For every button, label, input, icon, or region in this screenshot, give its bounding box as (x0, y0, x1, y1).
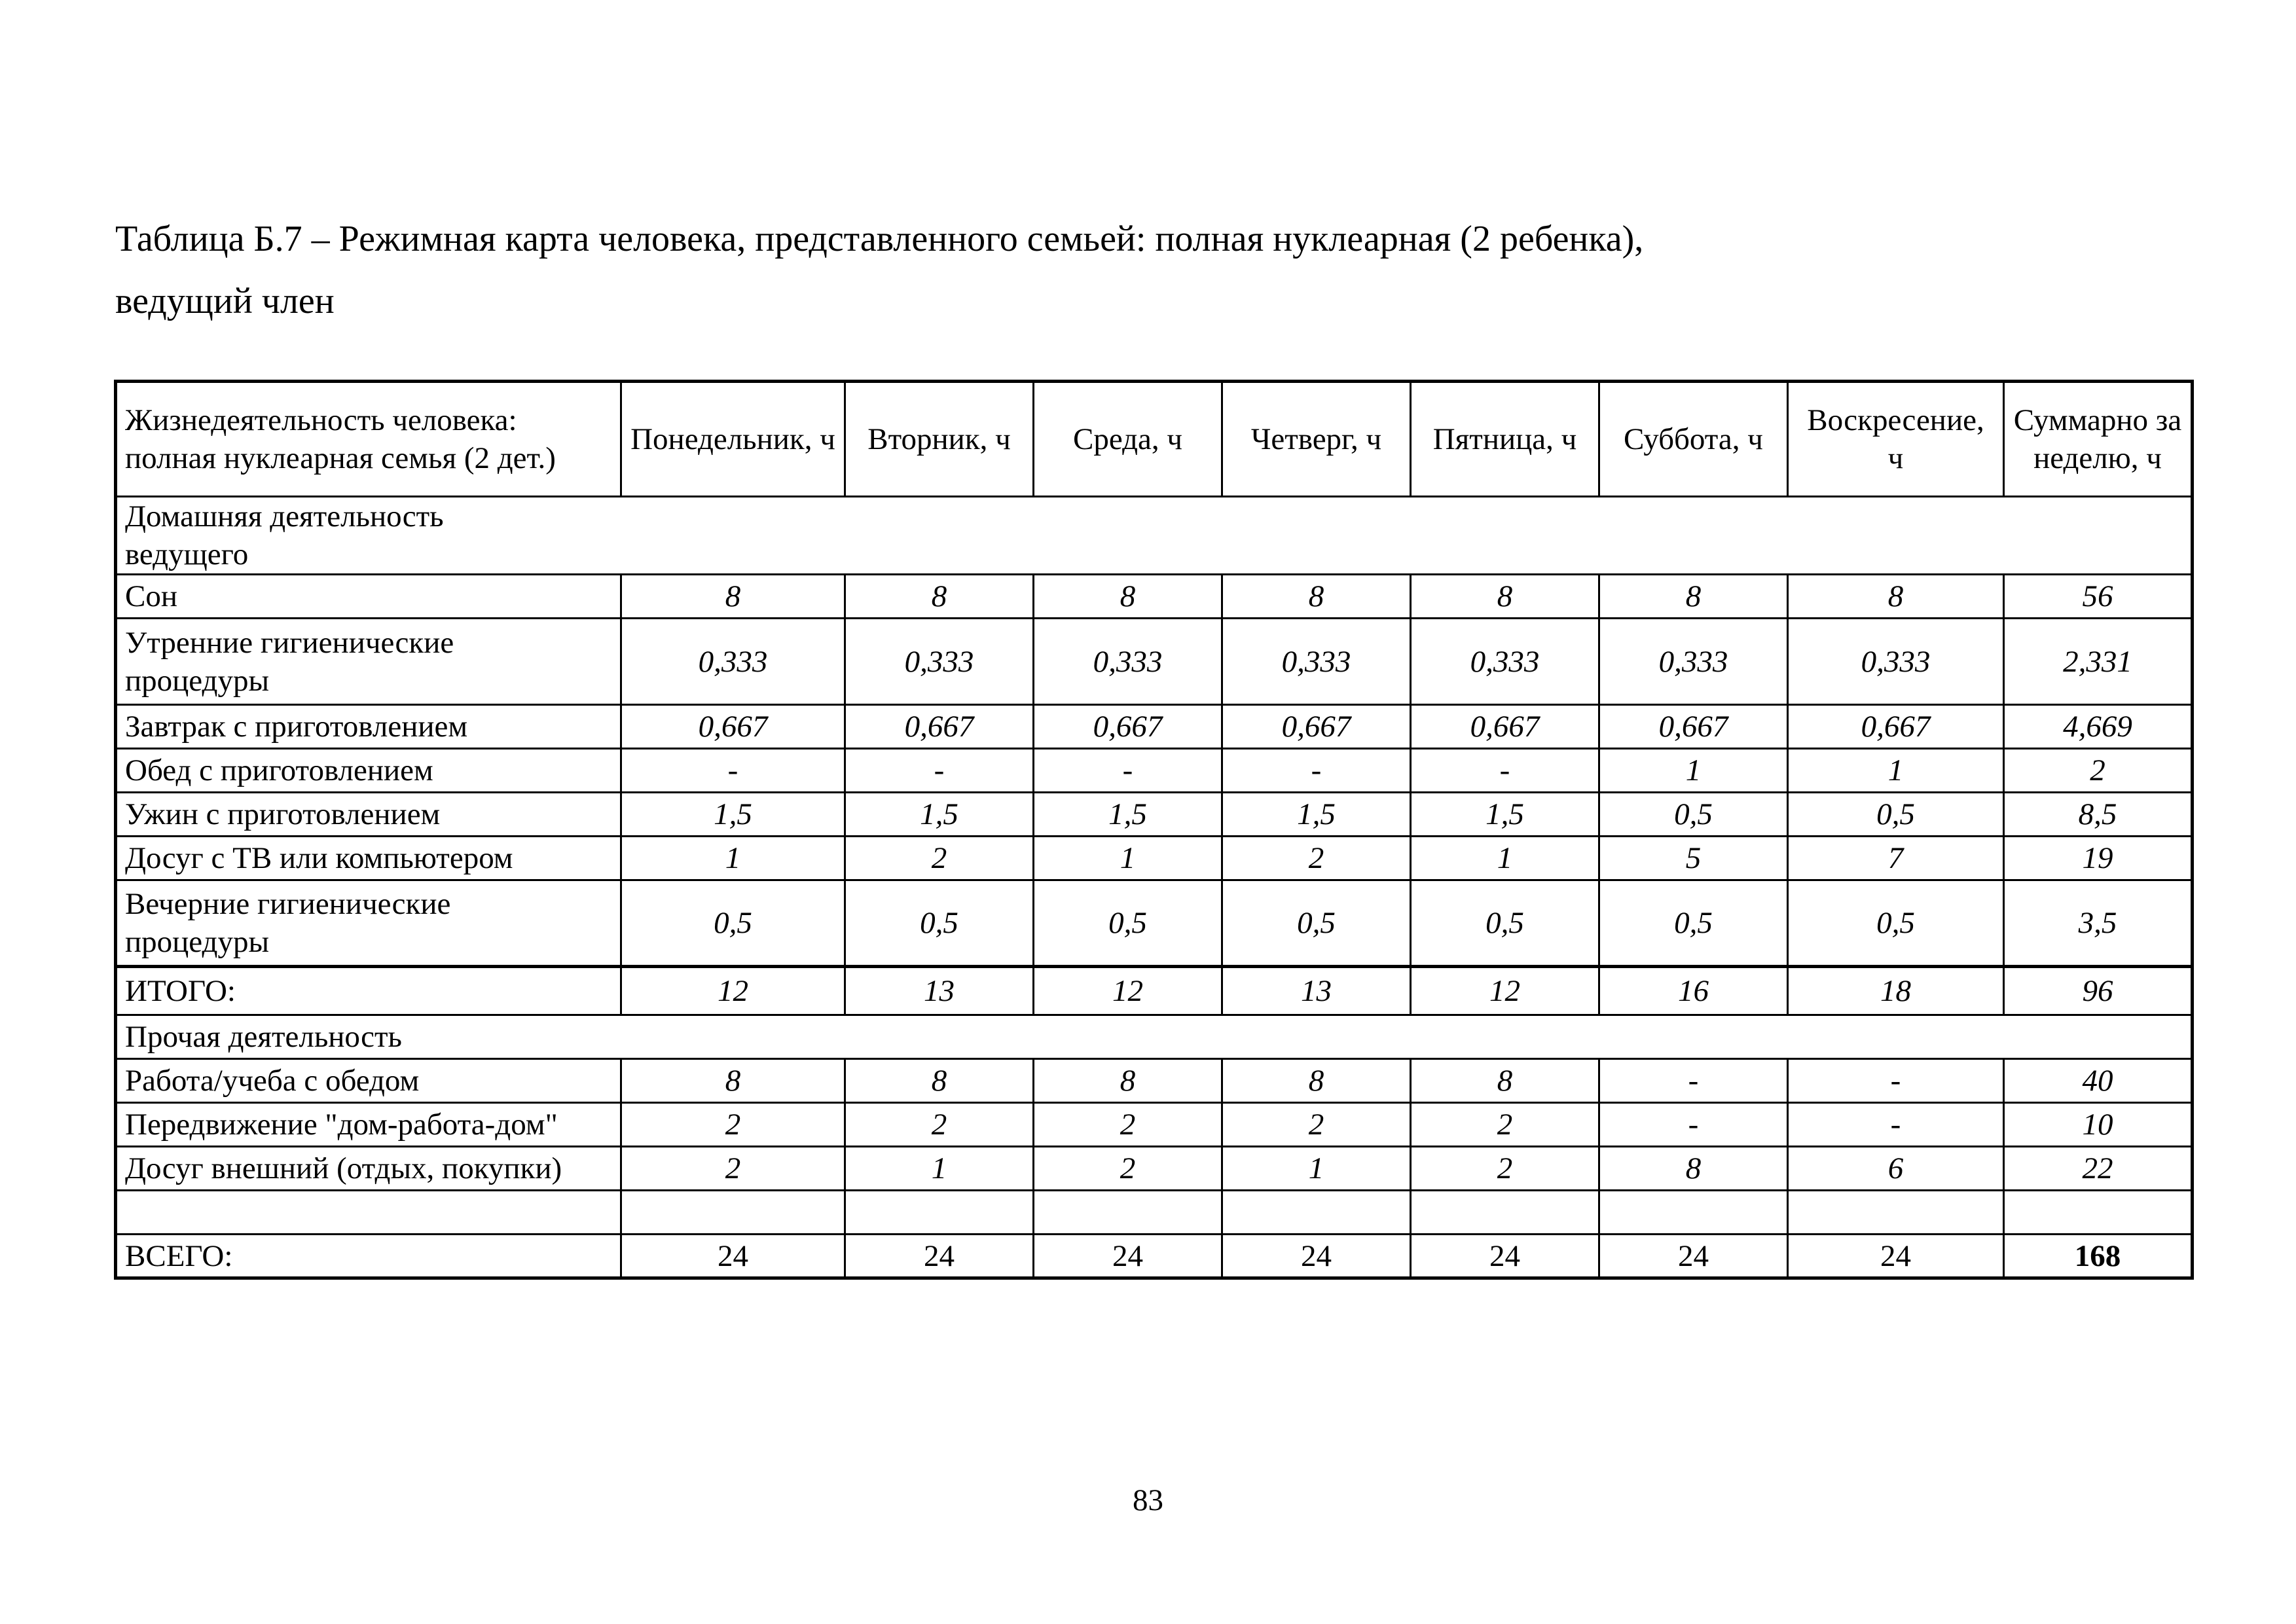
table-cell: 8 (1034, 575, 1222, 619)
table-cell: 5 (1599, 837, 1788, 880)
table-cell: 8 (1788, 575, 2004, 619)
header-friday: Пятница, ч (1411, 382, 1599, 497)
table-cell: 0,5 (845, 880, 1034, 967)
table-cell: 13 (845, 967, 1034, 1015)
table-cell: 8 (1411, 575, 1599, 619)
table-cell: 168 (2004, 1235, 2193, 1278)
caption-line-1: Таблица Б.7 – Режимная карта человека, представленного семьей: полная нуклеарная (2 ребенка), (115, 219, 1644, 259)
table-cell: 0,5 (1034, 880, 1222, 967)
table-cell: - (1034, 749, 1222, 793)
table-row (116, 837, 2193, 880)
table-cell: 1,5 (845, 793, 1034, 837)
table-cell: 8 (845, 575, 1034, 619)
table-cell: 24 (1411, 1235, 1599, 1278)
table-cell: 7 (1788, 837, 2004, 880)
table-cell: 0,5 (621, 880, 845, 967)
table-cell: 24 (1599, 1235, 1788, 1278)
table-cell: 1,5 (1034, 793, 1222, 837)
table-cell: 0,5 (1599, 793, 1788, 837)
table-row (116, 749, 2193, 793)
table-cell: 13 (1222, 967, 1411, 1015)
table-cell: 2 (845, 837, 1034, 880)
table-cell: 2,331 (2004, 619, 2193, 705)
table-cell: - (1788, 1059, 2004, 1103)
table-cell: 4,669 (2004, 705, 2193, 749)
table-cell: 1 (1788, 749, 2004, 793)
table-cell: 24 (1222, 1235, 1411, 1278)
table-cell: 1 (1034, 837, 1222, 880)
table-cell: 0,667 (1034, 705, 1222, 749)
table-cell: 0,667 (1788, 705, 2004, 749)
table-cell: 6 (1788, 1147, 2004, 1191)
table-row (116, 1103, 2193, 1147)
table-cell: - (1788, 1103, 2004, 1147)
schedule-table (114, 380, 2194, 1280)
table-cell: 1 (1599, 749, 1788, 793)
table-row (116, 880, 2193, 967)
table-cell: 2 (1034, 1103, 1222, 1147)
table-cell: 0,5 (1788, 880, 2004, 967)
table-cell: 18 (1788, 967, 2004, 1015)
header-tuesday: Вторник, ч (845, 382, 1034, 497)
row-label: Досуг внешний (отдых, покупки) (116, 1147, 621, 1191)
table-cell: 24 (1788, 1235, 2004, 1278)
row-label: ВСЕГО: (116, 1235, 621, 1278)
table-cell: 56 (2004, 575, 2193, 619)
table-cell: 0,333 (1034, 619, 1222, 705)
table-cell: 19 (2004, 837, 2193, 880)
table-cell: 0,667 (1411, 705, 1599, 749)
table-cell: 8 (621, 575, 845, 619)
table-cell: 2 (621, 1103, 845, 1147)
table-cell: 12 (621, 967, 845, 1015)
table-cell: 0,333 (1222, 619, 1411, 705)
table-caption (115, 208, 2210, 333)
table-cell: - (1411, 749, 1599, 793)
header-weekly-total: Суммарно за неделю, ч (2004, 382, 2193, 497)
table-cell: 2 (1034, 1147, 1222, 1191)
table-row (116, 619, 2193, 705)
table-row (116, 575, 2193, 619)
section-row-other (116, 1015, 2193, 1059)
table-cell: 8 (1034, 1059, 1222, 1103)
table-cell: 8,5 (2004, 793, 2193, 837)
table-cell: - (1222, 749, 1411, 793)
table-row (116, 793, 2193, 837)
table-cell: 8 (1222, 575, 1411, 619)
header-sunday: Воскресение, ч (1788, 382, 2004, 497)
table-cell: 16 (1599, 967, 1788, 1015)
table-cell: 8 (1599, 575, 1788, 619)
header-saturday: Суббота, ч (1599, 382, 1788, 497)
row-label: Завтрак с приготовлением (116, 705, 621, 749)
table-cell: 3,5 (2004, 880, 2193, 967)
row-label: Утренние гигиенические процедуры (116, 619, 621, 705)
table-cell: 40 (2004, 1059, 2193, 1103)
table-cell: 22 (2004, 1147, 2193, 1191)
table-cell: 1,5 (1411, 793, 1599, 837)
table-row (116, 1059, 2193, 1103)
section-row-home (116, 497, 2193, 575)
table-cell: 8 (621, 1059, 845, 1103)
table-row (116, 705, 2193, 749)
grand-total-row (116, 1235, 2193, 1278)
table-cell: 1,5 (1222, 793, 1411, 837)
header-activity: Жизнедеятельность человека: полная нуклеарная семья (2 дет.) (116, 382, 621, 497)
table-cell: 1 (845, 1147, 1034, 1191)
row-label: ИТОГО: (116, 967, 621, 1015)
table-cell: 8 (1599, 1147, 1788, 1191)
row-label: Передвижение "дом-работа-дом" (116, 1103, 621, 1147)
table-cell: 24 (845, 1235, 1034, 1278)
empty-row (116, 1191, 2193, 1235)
row-label: Сон (116, 575, 621, 619)
table-cell: 96 (2004, 967, 2193, 1015)
table-cell: 0,333 (845, 619, 1034, 705)
table-cell: 2 (1411, 1147, 1599, 1191)
table-cell: 0,667 (845, 705, 1034, 749)
section-other-label: Прочая деятельность (116, 1015, 2193, 1059)
table-cell: 0,333 (1788, 619, 2004, 705)
table-cell: 2 (1411, 1103, 1599, 1147)
table-cell: 12 (1034, 967, 1222, 1015)
table-cell: 2 (621, 1147, 845, 1191)
header-monday: Понедельник, ч (621, 382, 845, 497)
table-cell: 0,667 (1222, 705, 1411, 749)
table-cell: - (621, 749, 845, 793)
header-thursday: Четверг, ч (1222, 382, 1411, 497)
row-label: Досуг с ТВ или компьютером (116, 837, 621, 880)
row-label: Обед с приготовлением (116, 749, 621, 793)
table-row (116, 1147, 2193, 1191)
table-cell: 8 (845, 1059, 1034, 1103)
table-cell: 0,5 (1411, 880, 1599, 967)
header-row (116, 382, 2193, 497)
grand-total-rows (116, 1235, 2193, 1278)
table-cell: - (1599, 1059, 1788, 1103)
row-label: Вечерние гигиенические процедуры (116, 880, 621, 967)
table-cell: 0,5 (1222, 880, 1411, 967)
table-cell: 0,333 (1599, 619, 1788, 705)
table-cell: 24 (1034, 1235, 1222, 1278)
table-cell: 1 (1222, 1147, 1411, 1191)
table-cell: 1 (621, 837, 845, 880)
table-cell: 1 (1411, 837, 1599, 880)
table-cell: 0,5 (1788, 793, 2004, 837)
table-cell: 0,667 (1599, 705, 1788, 749)
table-cell: 2 (1222, 837, 1411, 880)
page-number: 83 (1133, 1483, 1163, 1517)
table-cell: 0,333 (1411, 619, 1599, 705)
table-cell: - (845, 749, 1034, 793)
header-wednesday: Среда, ч (1034, 382, 1222, 497)
table-cell: 8 (1411, 1059, 1599, 1103)
other-rows (116, 1059, 2193, 1191)
table-cell: 24 (621, 1235, 845, 1278)
table-cell: 2 (2004, 749, 2193, 793)
table-cell: 12 (1411, 967, 1599, 1015)
table-cell: 0,5 (1599, 880, 1788, 967)
schedule-table-wrapper (114, 380, 2194, 1280)
table-cell: 2 (1222, 1103, 1411, 1147)
section-home-label: Домашняя деятельность ведущего (125, 499, 444, 571)
home-total-rows (116, 967, 2193, 1015)
table-cell: 10 (2004, 1103, 2193, 1147)
table-cell: 0,333 (621, 619, 845, 705)
subtotal-row (116, 967, 2193, 1015)
row-label: Работа/учеба с обедом (116, 1059, 621, 1103)
table-cell: 0,667 (621, 705, 845, 749)
table-cell: 1,5 (621, 793, 845, 837)
caption-line-2: ведущий член (115, 281, 335, 321)
table-cell: 8 (1222, 1059, 1411, 1103)
home-rows (116, 575, 2193, 967)
row-label: Ужин с приготовлением (116, 793, 621, 837)
table-cell: - (1599, 1103, 1788, 1147)
table-cell: 2 (845, 1103, 1034, 1147)
